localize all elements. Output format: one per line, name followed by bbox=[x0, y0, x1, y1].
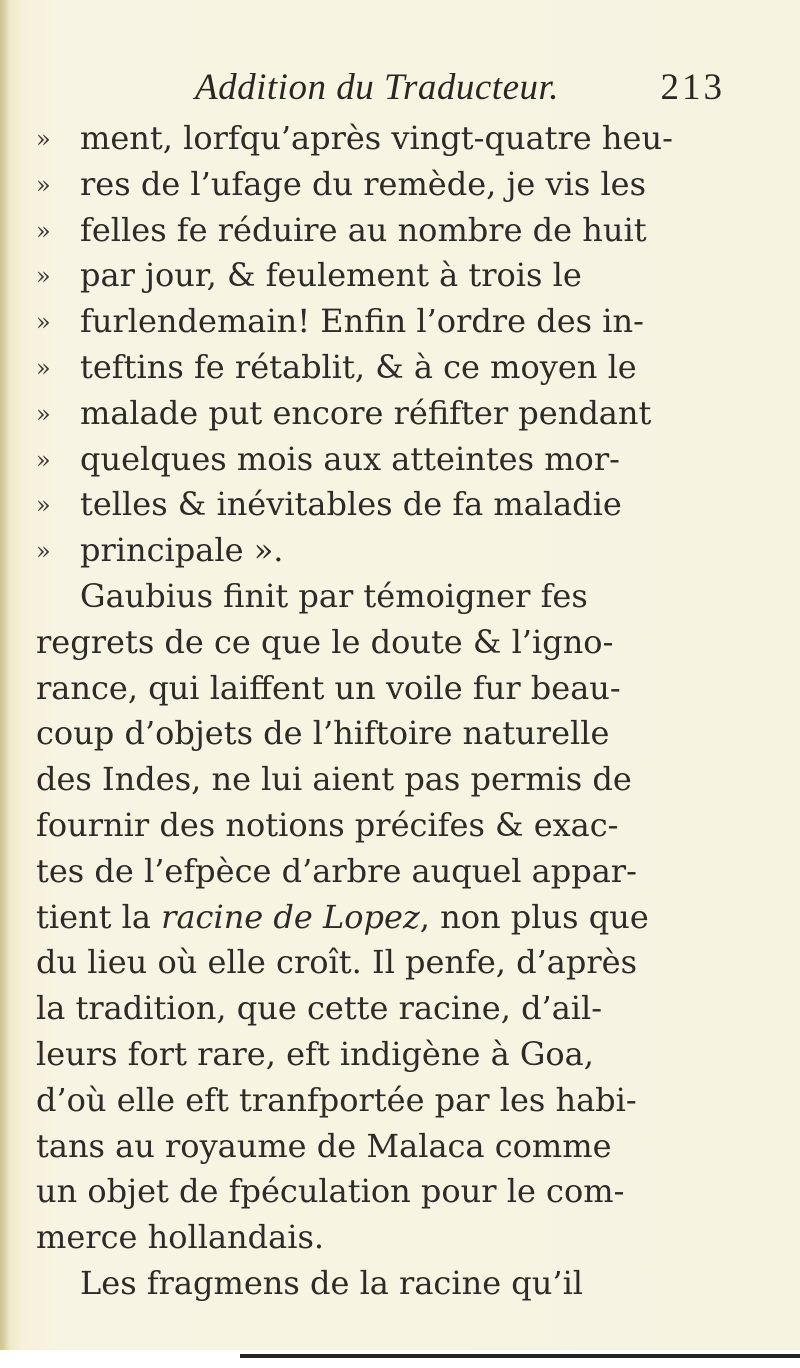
quoted-line: » malade put encore réfifter pendant bbox=[36, 391, 756, 437]
text-line: leurs fort rare, eft indigène à Goa, bbox=[36, 1034, 594, 1073]
text-line: tans au royaume de Malaca comme bbox=[36, 1126, 612, 1165]
running-header bbox=[195, 66, 725, 116]
text-line: merce hollandais. bbox=[36, 1218, 325, 1257]
italic-term: racine de Lopez bbox=[161, 897, 420, 936]
quote-mark: » bbox=[36, 170, 51, 199]
body-text bbox=[36, 116, 756, 1307]
page-gutter-shadow bbox=[0, 0, 10, 1368]
text-line: regrets de ce que le doute & l’igno- bbox=[36, 622, 614, 661]
text-line: fournir des notions précifes & exac- bbox=[36, 805, 619, 844]
text-line: coup d’objets de l’hiftoire naturelle bbox=[36, 714, 610, 753]
quoted-line: » telles & inévitables de fa maladie bbox=[36, 482, 756, 528]
text-line: des Indes, ne lui aient pas permis de bbox=[36, 760, 632, 799]
paragraph-first-line: Les fragmens de la racine qu’il bbox=[80, 1263, 584, 1302]
text-line: d’où elle eft tranfportée par les habi- bbox=[36, 1080, 637, 1119]
quoted-line: » ment, lorfqu’après vingt-quatre heu- bbox=[36, 116, 756, 162]
quoted-line: » furlendemain! Enfin l’ordre des in- bbox=[36, 299, 756, 345]
quote-mark: » bbox=[36, 399, 51, 428]
quote-mark: » bbox=[36, 537, 51, 566]
quoted-line: » quelques mois aux atteintes mor- bbox=[36, 437, 756, 483]
running-title: Addition du Traducteur. bbox=[195, 67, 560, 108]
text-line: du lieu où elle croît. Il penfe, d’après bbox=[36, 943, 638, 982]
quoted-line: » principale ». bbox=[36, 528, 756, 574]
quoted-line: » felles fe réduire au nombre de huit bbox=[36, 208, 756, 254]
page-number: 213 bbox=[660, 67, 725, 108]
text-line: la tradition, que cette racine, d’ail- bbox=[36, 989, 603, 1028]
quoted-line: » res de l’ufage du remède, je vis les bbox=[36, 162, 756, 208]
quote-mark: » bbox=[36, 262, 51, 291]
quoted-line: » par jour, & feulement à trois le bbox=[36, 253, 756, 299]
paragraph-first-line: Gaubius finit par témoigner fes bbox=[80, 576, 588, 615]
quote-mark: » bbox=[36, 125, 51, 153]
quote-mark: » bbox=[36, 445, 51, 474]
text-line: un objet de fpéculation pour le com- bbox=[36, 1172, 625, 1211]
quote-mark: » bbox=[36, 491, 51, 520]
text-line: tient la racine de Lopez, non plus que bbox=[36, 897, 649, 936]
quote-mark: » bbox=[36, 353, 51, 382]
text-line: rance, qui laiffent un voile fur beau- bbox=[36, 668, 621, 707]
text-line: tes de l’efpèce d’arbre auquel appar- bbox=[36, 851, 637, 890]
quoted-line: » teftins fe rétablit, & à ce moyen le bbox=[36, 345, 756, 391]
quote-mark: » bbox=[36, 216, 51, 245]
quote-mark: » bbox=[36, 308, 51, 337]
bottom-margin bbox=[0, 1350, 800, 1368]
bottom-divider bbox=[240, 1354, 800, 1358]
